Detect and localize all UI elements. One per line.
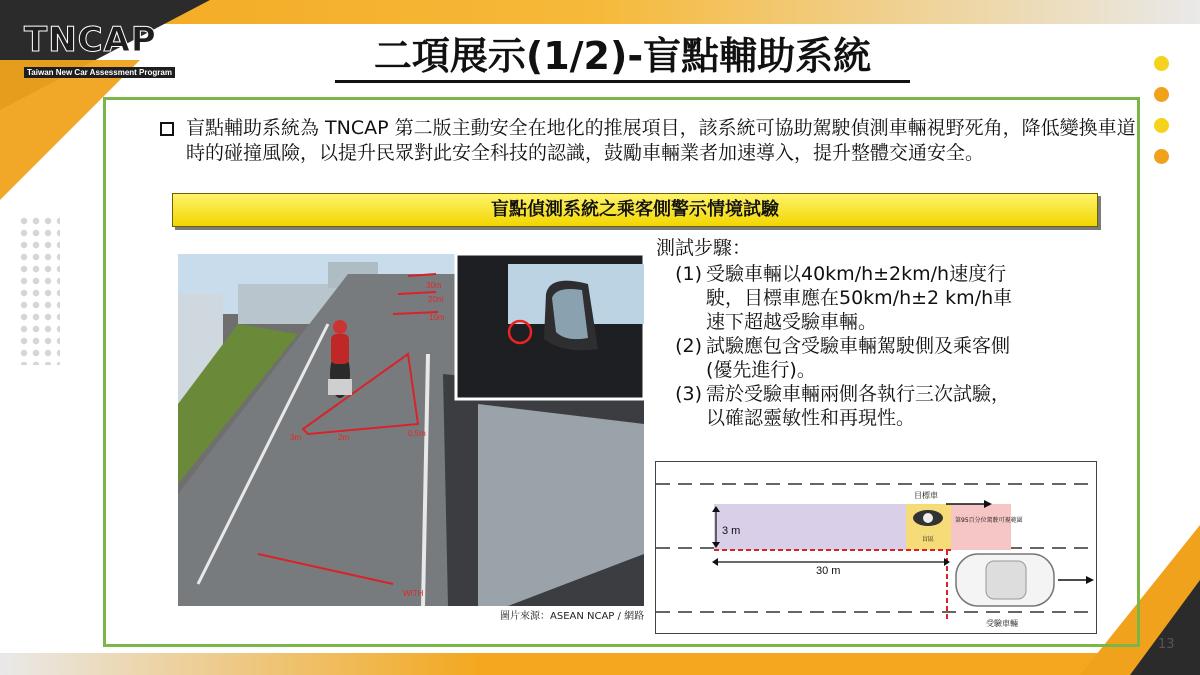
- left-dot-grid: [18, 215, 60, 365]
- mark-0-5m: 0.5m: [408, 429, 426, 438]
- step-text: 需於受驗車輛兩側各執行三次試驗，以確認靈敏性和再現性。: [706, 383, 1011, 429]
- slide-title: 二項展示(1/2)-盲點輔助系統: [335, 32, 910, 83]
- step-number: (1): [675, 263, 702, 285]
- step-item: [656, 382, 1036, 430]
- dot-orange-2: [1154, 149, 1169, 164]
- mark-with: WITH: [403, 589, 424, 598]
- image-caption: 圖片來源：ASEAN NCAP / 網路: [500, 611, 645, 622]
- logo-wordmark: TNCAP: [24, 20, 157, 60]
- length-label: 30 m: [816, 565, 841, 577]
- square-bullet-icon: [160, 122, 174, 136]
- bottom-right-dark-triangle: [1130, 580, 1200, 675]
- detection-zone: [714, 504, 906, 550]
- step-item: [656, 334, 1036, 382]
- subject-label: 受驗車輛: [986, 619, 1018, 628]
- mark-20m: 20m: [428, 295, 444, 304]
- blind-spot-diagram-svg: [656, 462, 1097, 634]
- test-scene-photo: [178, 254, 644, 606]
- target-label: 目標車: [914, 491, 938, 500]
- intro-paragraph: [160, 116, 1140, 166]
- logo-subtitle: Taiwan New Car Assessment Program: [24, 67, 175, 78]
- step-number: (2): [675, 335, 702, 357]
- dot-orange-1: [1154, 87, 1169, 102]
- bottom-decorative-stripe: [0, 653, 1200, 675]
- side-view-label: 第95百分位駕駛可視範圍: [955, 517, 1023, 524]
- step-text: 試驗應包含受驗車輛駕駛側及乘客側(優先進行)。: [706, 335, 1011, 381]
- step-item: [656, 262, 1036, 334]
- side-view-zone: [951, 504, 1011, 550]
- steps-heading: 測試步驟：: [656, 237, 752, 259]
- mark-30m: 30m: [426, 281, 442, 290]
- dot-yellow-1: [1154, 56, 1169, 71]
- car-icon: [956, 554, 1054, 606]
- right-dot-column: [1154, 56, 1170, 180]
- dot-yellow-2: [1154, 118, 1169, 133]
- zone-label: 盲區: [922, 536, 935, 543]
- test-scene-illustration: [178, 254, 644, 606]
- mark-2m: 2m: [338, 433, 350, 442]
- blind-spot-diagram: [655, 461, 1097, 634]
- test-steps: [656, 236, 1036, 430]
- mark-10m: 10m: [429, 313, 445, 322]
- page-number: 13: [1158, 637, 1175, 652]
- step-number: (3): [675, 383, 702, 405]
- step-text: 受驗車輛以40km/h±2km/h速度行駛，目標車應在50km/h±2 km/h車速下超越受驗車輛。: [706, 263, 1013, 333]
- section-banner: 盲點偵測系統之乘客側警示情境試驗: [172, 193, 1098, 227]
- intro-text: 盲點輔助系統為 TNCAP 第二版主動安全在地化的推展項目，該系統可協助駕駛偵測車輛視野死角，降低變換車道時的碰撞風險，以提升民眾對此安全科技的認識，鼓勵車輛業者加速導入，提升整體交通安全。: [186, 117, 1136, 164]
- motorcycle-icon: [913, 510, 943, 526]
- tncap-logo: [24, 20, 179, 79]
- width-label: 3 m: [722, 525, 741, 537]
- mark-3m: 3m: [290, 433, 302, 442]
